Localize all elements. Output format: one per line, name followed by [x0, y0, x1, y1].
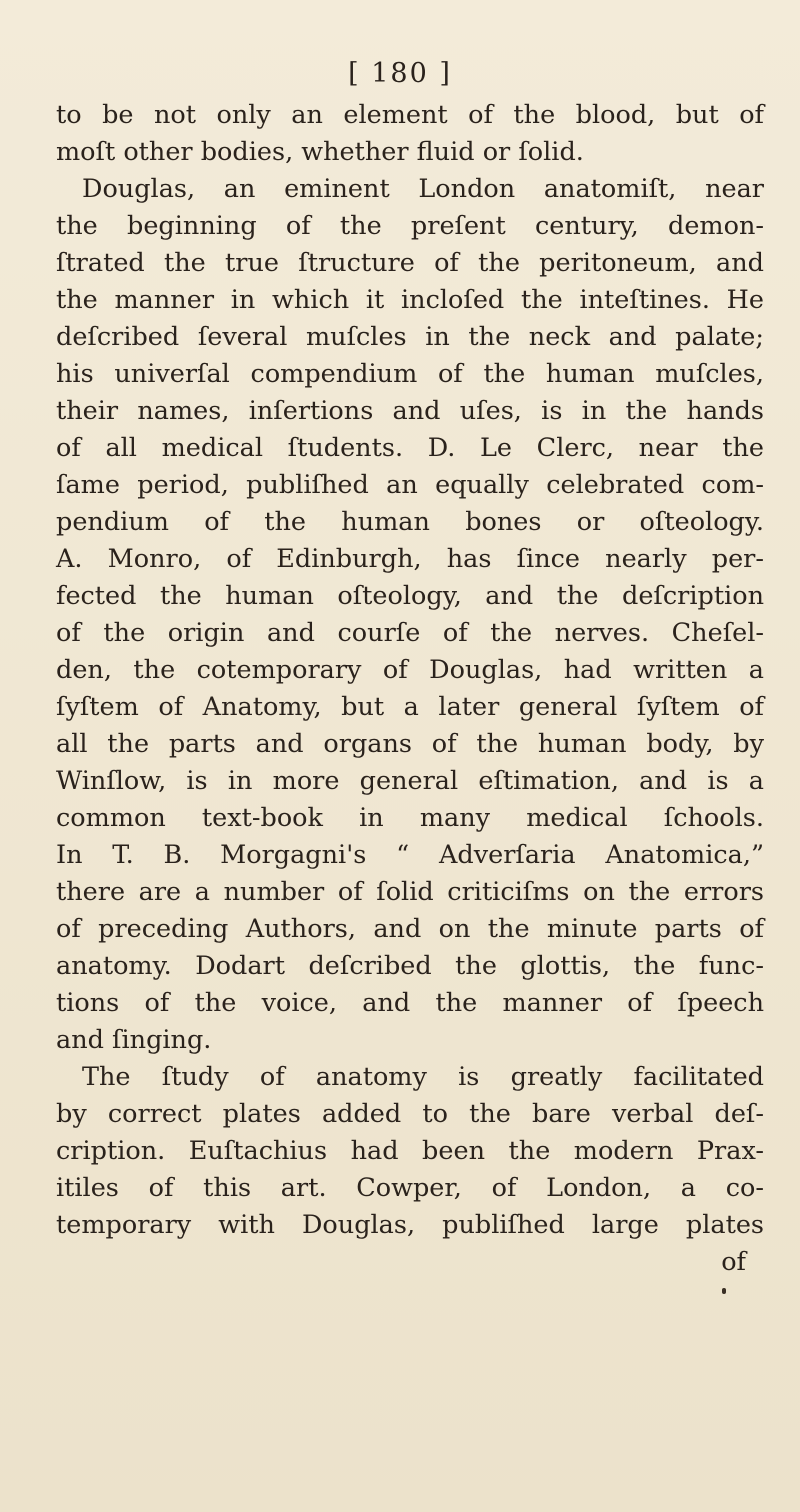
text-line: itiles of this art. Cowper, of London, a co-	[56, 1173, 764, 1203]
text-line: common text-book in many medical ſchools.	[56, 803, 764, 833]
text-line: and ſinging.	[56, 1025, 212, 1055]
text-line: A. Monro, of Edinburgh, has ſince nearly per-	[56, 544, 764, 574]
text-line: Douglas, an eminent London anatomiſt, near	[82, 174, 764, 204]
text-line: den, the cotemporary of Douglas, had written a	[56, 655, 764, 685]
text-line: tions of the voice, and the manner of ſpeech	[56, 988, 764, 1018]
text-line: his univerſal compendium of the human muſcles,	[56, 359, 764, 389]
text-line: there are a number of ſolid criticiſms on the errors	[56, 877, 764, 907]
text-line: Winſlow, is in more general eſtimation, and is a	[56, 766, 764, 796]
text-line: anatomy. Dodart deſcribed the glottis, the func-	[56, 951, 764, 981]
text-line: ſyſtem of Anatomy, but a later general ſyſtem of	[56, 692, 764, 722]
text-line: In T. B. Morgagni's “ Adverſaria Anatomica,”	[56, 840, 764, 870]
text-line: temporary with Douglas, publiſhed large plates	[56, 1210, 764, 1240]
text-line: of preceding Authors, and on the minute parts of	[56, 914, 764, 944]
text-line: ſtrated the true ſtructure of the peritoneum, and	[56, 248, 764, 278]
text-line: of all medical ſtudents. D. Le Clerc, near the	[56, 433, 764, 463]
text-line: ſame period, publiſhed an equally celebrated com-	[56, 470, 764, 500]
text-line: cription. Euſtachius had been the modern Prax-	[56, 1136, 764, 1166]
text-line: pendium of the human bones or oſteology.	[56, 507, 764, 537]
text-line: to be not only an element of the blood, but of	[56, 100, 764, 130]
text-line: the beginning of the preſent century, demon-	[56, 211, 764, 241]
text-line: The ſtudy of anatomy is greatly facilitated	[82, 1062, 764, 1092]
text-line: deſcribed ſeveral muſcles in the neck and palate;	[56, 322, 764, 352]
page-number-header: [ 180 ]	[348, 58, 452, 89]
text-line: all the parts and organs of the human body, by	[56, 729, 764, 759]
ink-speck	[722, 1288, 726, 1294]
text-line: the manner in which it incloſed the inteſtines. He	[56, 285, 764, 315]
catchword: of	[721, 1247, 746, 1277]
text-line: their names, inſertions and uſes, is in the hands	[56, 396, 764, 426]
text-line: of the origin and courſe of the nerves. Cheſel-	[56, 618, 764, 648]
text-line: moſt other bodies, whether fluid or ſolid.	[56, 137, 584, 167]
text-line: by correct plates added to the bare verbal deſ-	[56, 1099, 764, 1129]
text-line: fected the human oſteology, and the deſcription	[56, 581, 764, 611]
